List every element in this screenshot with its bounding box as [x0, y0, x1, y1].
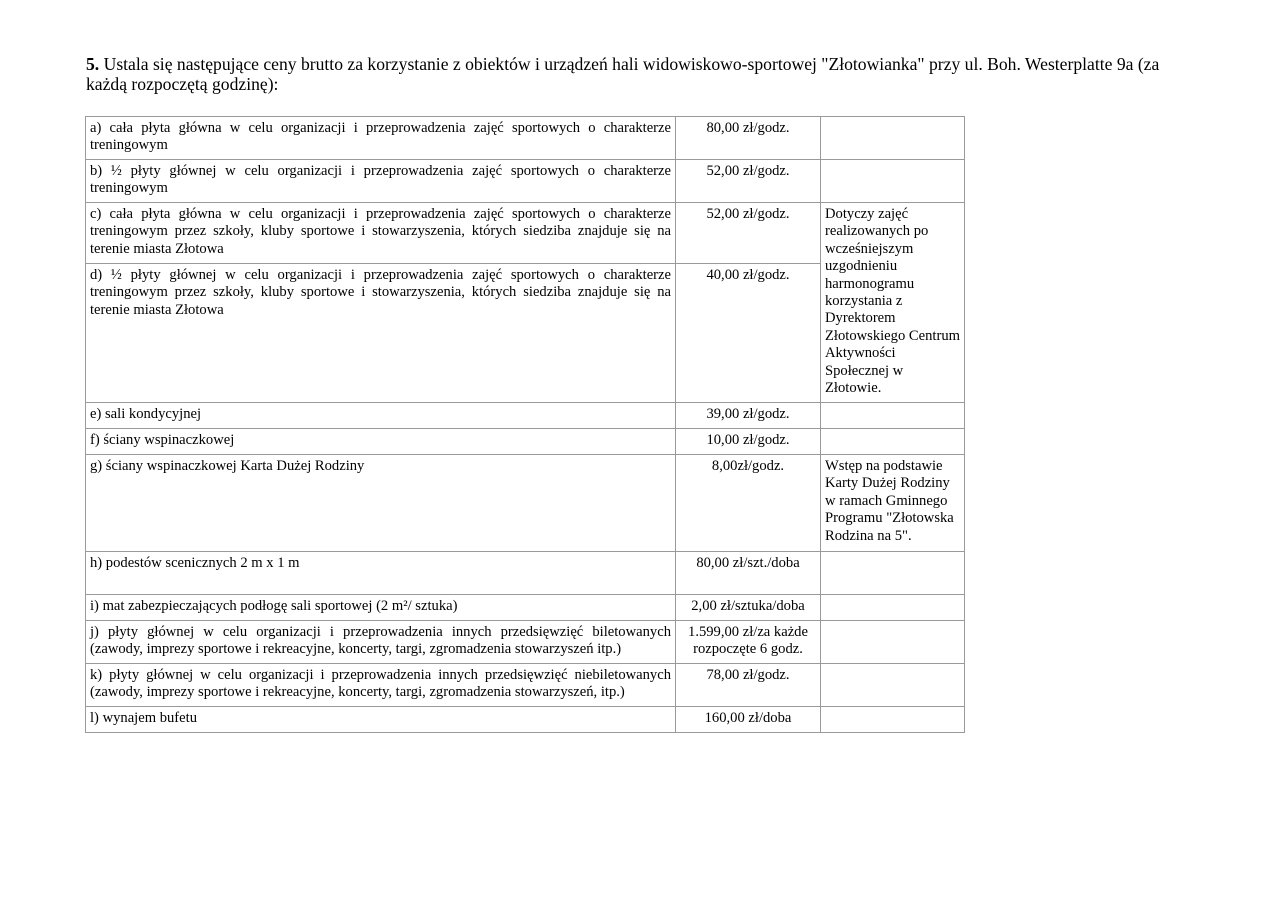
row-description: b) ½ płyty głównej w celu organizacji i przeprowadzenia zajęć sportowych o charakterze treningowym	[86, 160, 676, 203]
row-note	[821, 160, 965, 203]
row-note	[821, 552, 965, 595]
row-description: a) cała płyta główna w celu organizacji i przeprowadzenia zajęć sportowych o charakterze treningowym	[86, 117, 676, 160]
row-note	[821, 429, 965, 455]
table-row	[86, 621, 965, 664]
row-description: f) ściany wspinaczkowej	[86, 429, 676, 455]
table-row	[86, 664, 965, 707]
table-row	[86, 117, 965, 160]
table-row	[86, 455, 965, 552]
section-intro	[86, 54, 1196, 94]
row-description: k) płyty głównej w celu organizacji i przeprowadzenia innych przedsięwzięć niebiletowanych (zawody, imprezy sportowe i rekreacyjne, koncerty, targi, zgromadzenia stowarzyszeń, itp.)	[86, 664, 676, 707]
row-note	[821, 117, 965, 160]
row-description: j) płyty głównej w celu organizacji i przeprowadzenia innych przedsięwzięć biletowanych (zawody, imprezy sportowe i rekreacyjne, koncerty, targi, zgromadzenia stowarzyszeń itp.)	[86, 621, 676, 664]
row-description: g) ściany wspinaczkowej Karta Dużej Rodziny	[86, 455, 676, 552]
row-price: 2,00 zł/sztuka/doba	[676, 595, 821, 621]
section-intro-text: Ustala się następujące ceny brutto za korzystanie z obiektów i urządzeń hali widowiskowo-sportowej "Złotowianka" przy ul. Boh. Westerplatte 9a (za każdą rozpoczętą godzinę):	[86, 54, 1160, 94]
row-description: i) mat zabezpieczających podłogę sali sportowej (2 m²/ sztuka)	[86, 595, 676, 621]
row-note	[821, 707, 965, 733]
table-row	[86, 595, 965, 621]
row-price: 160,00 zł/doba	[676, 707, 821, 733]
table-row	[86, 203, 965, 264]
row-price: 1.599,00 zł/za każde rozpoczęte 6 godz.	[676, 621, 821, 664]
row-note	[821, 403, 965, 429]
row-description: c) cała płyta główna w celu organizacji i przeprowadzenia zajęć sportowych o charakterze treningowym przez szkoły, kluby sportowe i stowarzyszenia, których siedziba znajduje się na terenie miasta Złotowa	[86, 203, 676, 264]
row-price: 10,00 zł/godz.	[676, 429, 821, 455]
row-price: 39,00 zł/godz.	[676, 403, 821, 429]
row-price: 80,00 zł/szt./doba	[676, 552, 821, 595]
row-price: 52,00 zł/godz.	[676, 160, 821, 203]
row-description: h) podestów scenicznych 2 m x 1 m	[86, 552, 676, 595]
row-price: 40,00 zł/godz.	[676, 264, 821, 403]
price-table	[85, 116, 965, 733]
table-row	[86, 552, 965, 595]
table-row	[86, 429, 965, 455]
row-description: d) ½ płyty głównej w celu organizacji i przeprowadzenia zajęć sportowych o charakterze treningowym przez szkoły, kluby sportowe i stowarzyszenia, których siedziba znajduje się na terenie miasta Złotowa	[86, 264, 676, 403]
row-price: 8,00zł/godz.	[676, 455, 821, 552]
section-number: 5.	[86, 54, 100, 74]
table-row	[86, 707, 965, 733]
row-price: 52,00 zł/godz.	[676, 203, 821, 264]
row-note	[821, 664, 965, 707]
table-row	[86, 160, 965, 203]
row-note-shared: Dotyczy zajęć realizowanych po wcześniejszym uzgodnieniu harmonogramu korzystania z Dyrektorem Złotowskiego Centrum Aktywności Społecznej w Złotowie.	[821, 203, 965, 403]
row-description: l) wynajem bufetu	[86, 707, 676, 733]
table-row	[86, 403, 965, 429]
row-description: e) sali kondycyjnej	[86, 403, 676, 429]
row-note	[821, 595, 965, 621]
row-price: 80,00 zł/godz.	[676, 117, 821, 160]
row-price: 78,00 zł/godz.	[676, 664, 821, 707]
row-note	[821, 621, 965, 664]
row-note: Wstęp na podstawie Karty Dużej Rodziny w ramach Gminnego Programu "Złotowska Rodzina na 5".	[821, 455, 965, 552]
